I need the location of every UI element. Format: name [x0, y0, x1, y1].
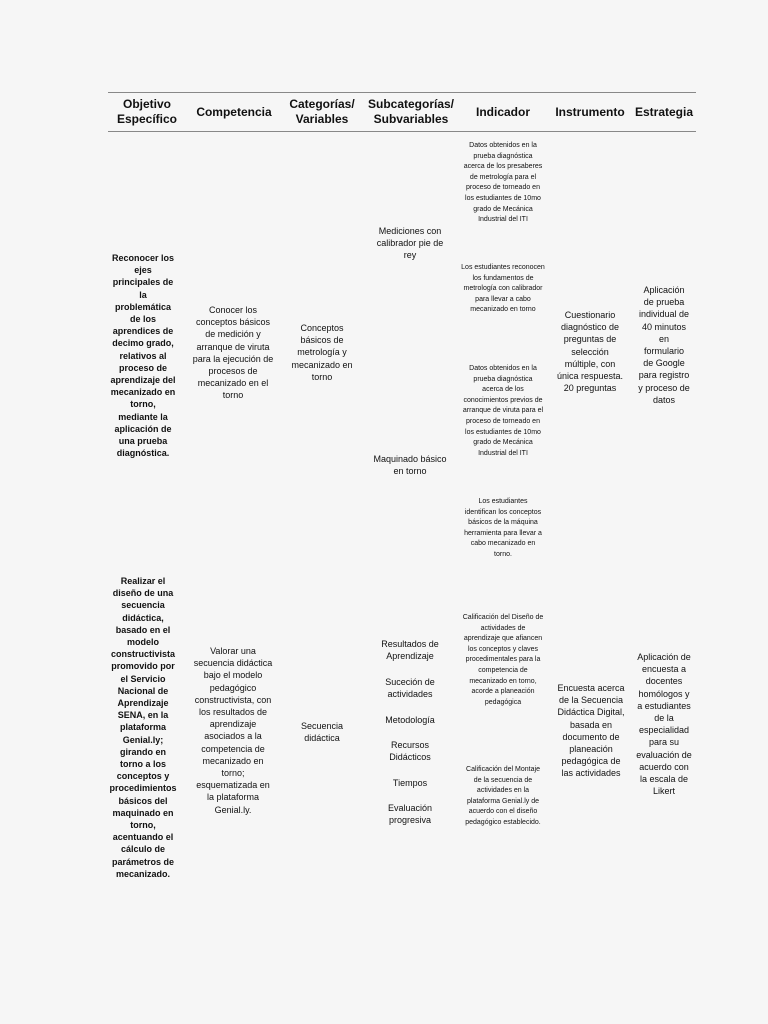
row1-indicador-1: Datos obtenidos en la prueba diagnóstica acerca de los presaberes de metrología para el proceso de torneado en los estudiantes de 10mo grado de Mecánica Industrial del ITI [463, 142, 543, 224]
header-bottom-border [108, 131, 696, 132]
header-competencia: Competencia [196, 104, 272, 119]
row2-indicador-1: Calificación del Diseño de actividades de aprendizaje que afiancen los conceptos y claves procedimentales para la competencia de mecanizado en torno, acorde a planeación pedagógica [462, 614, 544, 706]
row1-subcategoria-1: Mediciones con calibrador pie de rey [376, 226, 444, 261]
row1-indicador-3: Datos obtenidos en la prueba diagnóstica acerca de los conocimientos previos de arranque de viruta para el proceso de torneado en los estudiantes de 10mo grado de Mecánica Industrial del ITI [462, 365, 544, 457]
row2-categoria: Secuencia didáctica [300, 721, 344, 744]
row2-estrategia: Aplicación de encuesta a docentes homólogos y a estudiantes de la especialidad para su evaluación de acuerdo con la escala de Likert [636, 652, 692, 797]
header-instrumento: Instrumento [555, 104, 625, 119]
row1-competencia: Conocer los conceptos básicos de medición y arranque de viruta para la ejecución de procesos de mecanizado en el torno [192, 305, 274, 401]
row1-indicador-4: Los estudiantes identifican los conceptos básicos de la máquina herramienta para llevar a cabo mecanizado en torno. [464, 498, 542, 558]
header-subcategorias: Subcategorías/ Subvariables [367, 97, 455, 126]
row2-subcategoria-6: Evaluación progresiva [387, 803, 433, 826]
row1-instrumento: Cuestionario diagnóstico de preguntas de selección múltiple, con única respuesta. 20 preguntas [556, 310, 624, 394]
row2-instrumento: Encuesta acerca de la Secuencia Didáctica Digital, basada en documento de planeación pedagógica de las actividades [557, 683, 625, 779]
row1-categoria: Conceptos básicos de metrología y mecanizado en torno [291, 323, 353, 382]
row1-estrategia: Aplicación de prueba individual de 40 minutos en formulario de Google para registro y proceso de datos [638, 285, 690, 405]
row1-objetivo: Reconocer los ejes principales de la problemática de los aprendices de decimo grado, relativos al proceso de aprendizaje del mecanizado en torno, mediante la aplicación de una prueba diagnóstica. [110, 253, 176, 459]
row2-subcategoria-3: Metodología [385, 715, 435, 725]
row2-subcategoria-5: Tiempos [392, 778, 428, 788]
header-indicador: Indicador [475, 104, 530, 119]
row2-objetivo: Realizar el diseño de una secuencia didáctica, basado en el modelo constructivista promovido por el Servicio Nacional de Aprendizaje SENA, en la plataforma Genial.ly; girando en torno a los conceptos y procedimientos básicos del maquinado en torno, acentuando el cálculo de parámetros de mecanizado. [109, 576, 177, 879]
row2-subcategoria-2: Suceción de actividades [385, 677, 435, 700]
header-categorias: Categorías/ Variables [289, 97, 355, 126]
row1-indicador-2: Los estudiantes reconocen los fundamentos de metrología con calibrador para llevar a cabo mecanizado en torno [461, 264, 545, 314]
row2-competencia: Valorar una secuencia didáctica bajo el modelo pedagógico constructivista, con los resultados de aprendizaje asociados a la competencia de mecanizado en torno; esquematizada en la plataforma Genial.ly. [193, 646, 273, 815]
table-top-border [108, 92, 696, 93]
header-objetivo: Objetivo Específico [116, 97, 178, 126]
row2-indicador-2: Calificación del Montaje de la secuencia de actividades en la plataforma Genial.ly de acuerdo con el diseño pedagógico establecido. [465, 766, 541, 826]
row2-subcategoria-1: Resultados de Aprendizaje [381, 639, 439, 662]
row1-subcategoria-2: Maquinado básico en torno [373, 454, 447, 477]
header-estrategia: Estrategia [634, 104, 694, 119]
row2-subcategoria-4: Recursos Didácticos [389, 740, 431, 763]
